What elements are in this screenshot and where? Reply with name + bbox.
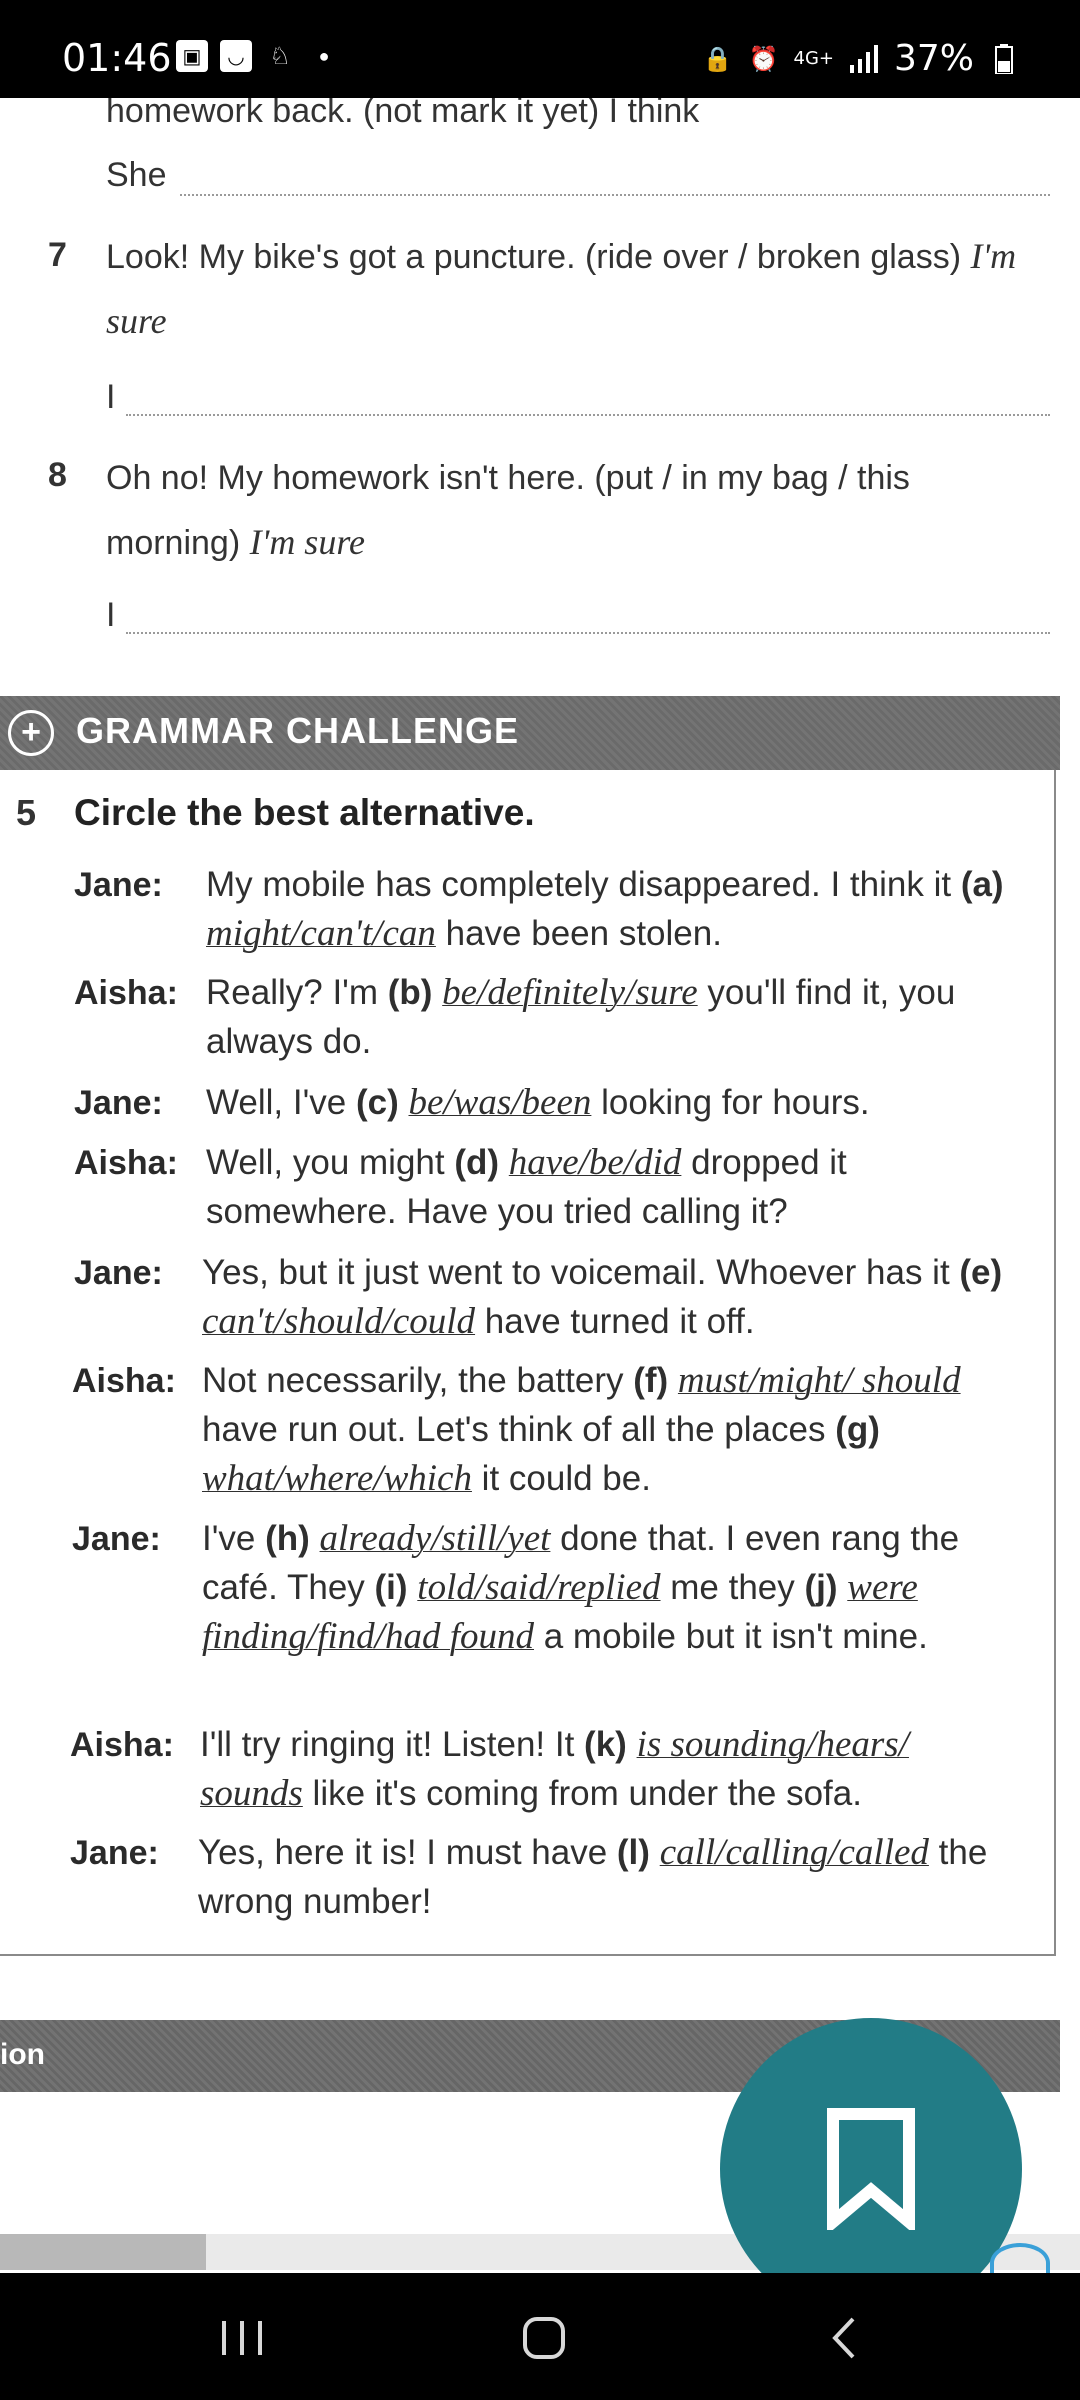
clock: 01:46 (62, 36, 172, 80)
question-number: 7 (48, 236, 67, 274)
gap-letter: (g) (835, 1410, 880, 1449)
text-fragment: I've (202, 1519, 266, 1558)
gap-letter: (f) (633, 1361, 669, 1400)
text-fragment: My mobile has completely disappeared. I think it (206, 865, 961, 904)
speech-text (206, 1138, 996, 1236)
gap-letter: (l) (616, 1833, 650, 1872)
gap-letter: (h) (265, 1519, 310, 1558)
strip-block (0, 2234, 206, 2270)
speech-text (206, 1078, 1036, 1127)
text-fragment: looking for hours. (591, 1083, 870, 1122)
text-fragment (499, 1143, 509, 1182)
dot-icon: ● (318, 45, 330, 66)
text-fragment: Not necessarily, the battery (202, 1361, 634, 1400)
home-icon (522, 2316, 566, 2360)
alternatives[interactable]: must/might/ should (677, 1360, 961, 1401)
text-fragment (838, 1568, 848, 1607)
text-fragment: have been stolen. (435, 914, 722, 953)
speaker-name: Aisha: (72, 1362, 176, 1400)
document-page[interactable] (0, 98, 1080, 2273)
text-fragment (627, 1725, 637, 1764)
grammar-challenge-header (0, 696, 1060, 770)
navigation-bar (0, 2273, 1080, 2400)
speech-text (206, 968, 1036, 1066)
text-fragment: it could be. (471, 1459, 651, 1498)
question-8-prompt: I'm sure (249, 522, 365, 562)
answer-line (180, 194, 1050, 196)
system-icons (702, 38, 1021, 79)
gap-letter: (k) (584, 1725, 627, 1764)
alternatives[interactable]: have/be/did (508, 1142, 682, 1183)
text-fragment (650, 1833, 660, 1872)
question-7-prompt: I'm sure (106, 236, 1017, 341)
text-fragment: Well, you might (206, 1143, 455, 1182)
back-icon (829, 2315, 859, 2361)
text-fragment (668, 1361, 678, 1400)
question-number: 8 (48, 456, 67, 494)
alternatives[interactable]: were finding/find/had found (202, 1567, 918, 1657)
text-fragment: dropped it somewhere. Have you tried calling it? (206, 1143, 847, 1231)
speaker-name: Jane: (72, 1520, 161, 1558)
text-fragment: Well, I've (206, 1083, 356, 1122)
text-fragment: Yes, but it just went to voicemail. Whoever has it (202, 1253, 960, 1292)
alternatives[interactable]: what/where/which (202, 1458, 472, 1499)
signal-icon (848, 43, 880, 75)
alternatives[interactable]: told/said/replied (417, 1567, 661, 1608)
message-icon: ◡ (220, 40, 252, 72)
alarm-icon: ⏰ (748, 44, 779, 73)
text-fragment: have run out. Let's think of all the places (202, 1410, 836, 1449)
figure-icon: ♘ (269, 42, 291, 70)
alternatives[interactable]: be/definitely/sure (442, 972, 698, 1013)
text-fragment: a mobile but it isn't mine. (534, 1617, 928, 1656)
text-fragment: Yes, here it is! I must have (198, 1833, 617, 1872)
gap-letter: (i) (374, 1568, 408, 1607)
alternatives[interactable]: might/can't/can (206, 913, 436, 954)
text-fragment (432, 973, 442, 1012)
question-text (106, 224, 1026, 354)
home-button[interactable] (504, 2303, 584, 2373)
speaker-name: Jane: (70, 1834, 159, 1872)
q8-answer-label: I (106, 596, 116, 634)
cut-off-line: homework back. (not mark it yet) I think (106, 98, 700, 130)
gap-letter: (e) (959, 1253, 1003, 1292)
plus-circle-icon: + (8, 710, 54, 756)
back-button[interactable] (804, 2303, 884, 2373)
speaker-name: Aisha: (70, 1726, 174, 1764)
exercise-title: Circle the best alternative. (74, 792, 535, 833)
recent-apps-button[interactable] (202, 2303, 282, 2373)
alternatives[interactable]: call/calling/called (659, 1832, 929, 1873)
alternatives[interactable]: can't/should/could (202, 1301, 476, 1342)
answer-line (126, 632, 1050, 634)
q6-answer-label: She (106, 156, 167, 194)
recent-apps-icon (220, 2319, 264, 2357)
text-fragment: me they (660, 1568, 805, 1607)
question-8-text: Oh no! My homework isn't here. (put / in my bag / this morning) (106, 459, 910, 562)
text-fragment (408, 1568, 418, 1607)
question-text (106, 446, 1026, 575)
speaker-name: Aisha: (74, 1144, 178, 1182)
exercise-number: 5 (16, 792, 37, 833)
network-4g-icon: 4G+ (793, 47, 834, 69)
alternatives[interactable]: already/still/yet (319, 1518, 551, 1559)
gap-letter: (d) (454, 1143, 500, 1182)
speech-text (200, 1720, 1010, 1818)
speech-text (198, 1828, 1028, 1926)
battery-icon (988, 43, 1020, 75)
gap-letter: (c) (355, 1083, 399, 1122)
gap-letter: (a) (960, 865, 1004, 904)
text-fragment (310, 1519, 320, 1558)
bookmark-icon (825, 2108, 917, 2230)
speech-text (206, 860, 1036, 958)
speaker-name: Jane: (74, 1084, 163, 1122)
text-fragment: like it's coming from under the sofa. (302, 1774, 862, 1813)
section-title: GRAMMAR CHALLENGE (76, 710, 519, 751)
gap-letter: (b) (387, 973, 433, 1012)
question-7-text: Look! My bike's got a puncture. (ride over / broken glass) (106, 238, 962, 276)
answer-line (126, 414, 1050, 416)
text-fragment: I'll try ringing it! Listen! It (200, 1725, 585, 1764)
text-fragment: Really? I'm (206, 973, 388, 1012)
text-fragment: done that. I even rang the café. They (202, 1519, 960, 1607)
speech-text (202, 1248, 1032, 1346)
alternatives[interactable]: be/was/been (408, 1082, 592, 1123)
text-fragment: the wrong number! (198, 1833, 988, 1921)
status-bar (0, 0, 1080, 98)
text-fragment: you'll find it, you always do. (206, 973, 956, 1061)
image-icon: ▣ (176, 40, 208, 72)
gap-letter: (j) (804, 1568, 838, 1607)
speech-text (202, 1356, 1002, 1503)
text-fragment: have turned it off. (475, 1302, 755, 1341)
q7-answer-label: I (106, 378, 116, 416)
alternatives[interactable]: is sounding/hears/ sounds (200, 1724, 909, 1814)
speaker-name: Jane: (74, 1254, 163, 1292)
battery-percent: 37% (893, 38, 974, 79)
notification-icons (176, 40, 340, 72)
lock-icon: 🔒 (702, 44, 733, 73)
next-section-title: ion (0, 2038, 45, 2071)
speaker-name: Jane: (74, 866, 163, 904)
speech-text (202, 1514, 1022, 1661)
speaker-name: Aisha: (74, 974, 178, 1012)
